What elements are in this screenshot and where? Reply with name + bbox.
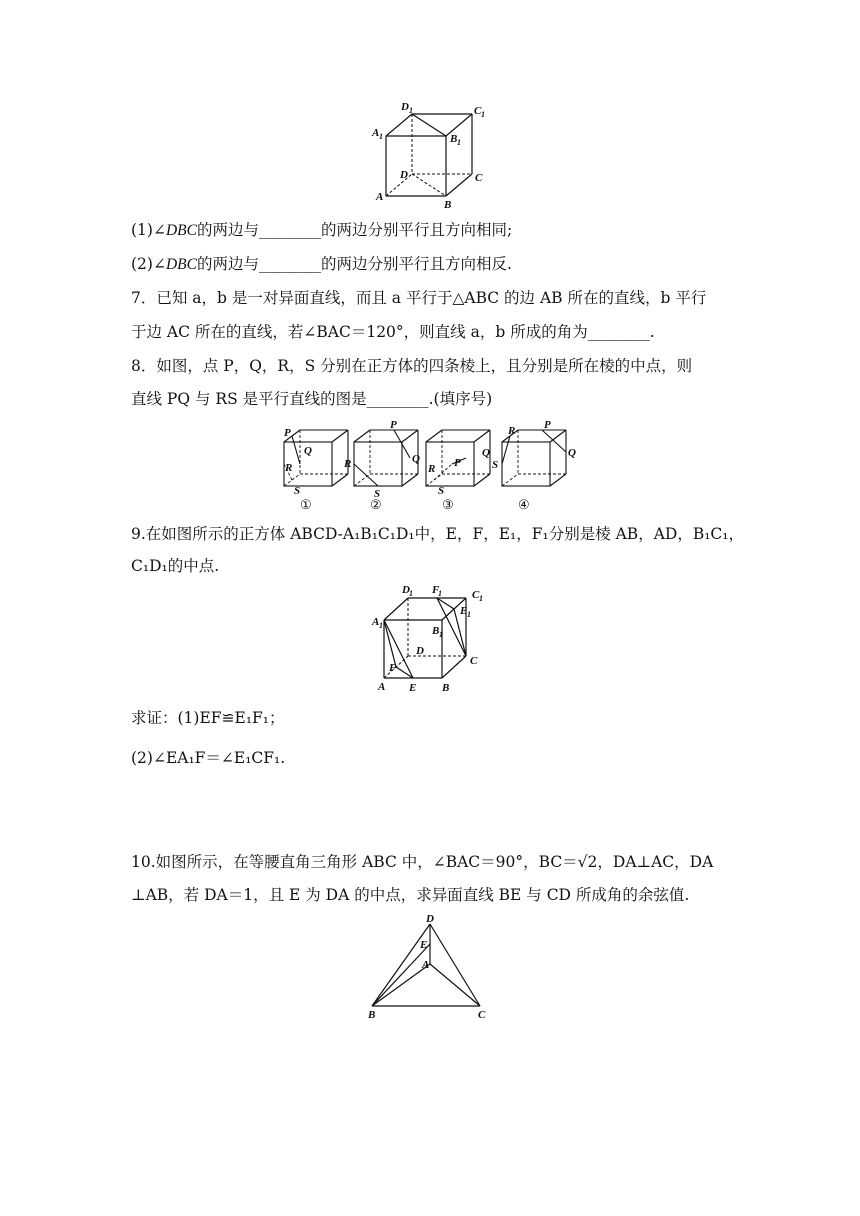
caption-3: ③ [442,497,454,512]
problem9-prove2: (2)∠EA₁F＝∠E₁CF₁. [131,749,286,767]
svg-text:P: P [390,420,397,431]
svg-text:E: E [409,682,417,694]
svg-text:C: C [478,1009,486,1021]
svg-text:F: F [389,662,397,674]
caption-1: ① [300,497,312,512]
problem8-line1: 8．如图，点 P，Q，R，S 分别在正方体的四条棱上，且分别是所在棱的中点，则 [131,357,693,375]
svg-text:Q: Q [412,453,420,465]
svg-text:E: E [420,939,428,951]
cube-figure-6 [360,96,510,211]
svg-text:1: 1 [439,630,443,639]
label-a: A [376,191,384,203]
svg-text:S: S [374,488,381,500]
svg-text:P: P [454,457,461,469]
problem10-line2: ⊥AB，若 DA＝1，且 E 为 DA 的中点，求异面直线 BE 与 CD 所成角的余弦值. [131,886,690,904]
label-b1: B [450,133,458,145]
label-b1-sub: 1 [457,138,461,147]
problem6-q2: (2)∠DBC的两边与________的两边分别平行且方向相反. [131,255,512,273]
svg-text:S: S [492,459,499,471]
problem9-line1: 9.在如图所示的正方体 ABCD-A₁B₁C₁D₁中，E，F，E₁，F₁分别是棱 AB，AD，B₁C₁， [131,525,745,543]
caption-2: ② [370,497,382,512]
problem10-line1: 10.如图所示，在等腰直角三角形 ABC 中，∠BAC＝90°，BC＝√2，DA⊥AC，DA [131,853,714,871]
svg-text:S: S [438,485,445,497]
svg-text:A: A [378,681,386,693]
label-c1-sub: 1 [481,110,485,119]
label-d1-sub: 1 [409,106,413,115]
label-a1: A [372,127,380,139]
svg-text:D: D [416,645,424,657]
svg-text:A: A [422,959,430,971]
svg-text:1: 1 [379,621,383,630]
svg-text:Q: Q [568,447,576,459]
label-b: B [444,199,452,211]
svg-text:R: R [344,458,352,470]
svg-text:R: R [428,463,436,475]
svg-text:C: C [472,589,480,601]
svg-text:1: 1 [467,610,471,619]
svg-text:P: P [544,420,551,431]
svg-text:R: R [285,462,293,474]
problem8-line2: 直线 PQ 与 RS 是平行直线的图是________.(填序号) [131,390,493,408]
svg-text:A: A [372,616,380,628]
label-c1: C [474,105,482,117]
cube-figure-9 [368,578,498,696]
caption-4: ④ [518,497,530,512]
problem9-prove1: 求证：(1)EF≌E₁F₁； [131,709,285,727]
cube-2 [354,430,418,486]
problem7-line1: 7．已知 a，b 是一对异面直线，而且 a 平行于△ABC 的边 AB 所在的直线，b 平行 [131,289,707,307]
svg-text:C: C [470,655,478,667]
svg-text:B: B [442,682,450,694]
svg-text:R: R [508,425,516,437]
cubes-figure-8 [276,420,596,512]
svg-text:P: P [284,427,291,439]
svg-text:1: 1 [409,589,413,598]
svg-text:1: 1 [479,594,483,603]
svg-text:D: D [426,913,434,925]
problem7-line2: 于边 AC 所在的直线，若∠BAC＝120°，则直线 a，b 所成的角为________. [131,323,655,341]
problem6-q1: (1)∠DBC的两边与________的两边分别平行且方向相同; [131,221,513,239]
svg-text:S: S [294,485,301,497]
cube-4 [502,430,566,486]
svg-text:B: B [368,1009,376,1021]
svg-text:Q: Q [482,447,490,459]
svg-text:Q: Q [304,445,312,457]
label-d1: D [401,101,409,113]
svg-text:B: B [432,625,440,637]
svg-text:1: 1 [438,589,442,598]
svg-text:D: D [402,584,410,596]
problem9-line2: C₁D₁的中点. [131,557,220,575]
svg-text:F: F [432,584,440,596]
triangle-figure-10 [364,910,494,1022]
svg-text:E: E [460,605,468,617]
cube-1 [284,430,348,486]
label-d: D [400,169,408,181]
label-a1-sub: 1 [379,132,383,141]
label-c: C [475,172,483,184]
